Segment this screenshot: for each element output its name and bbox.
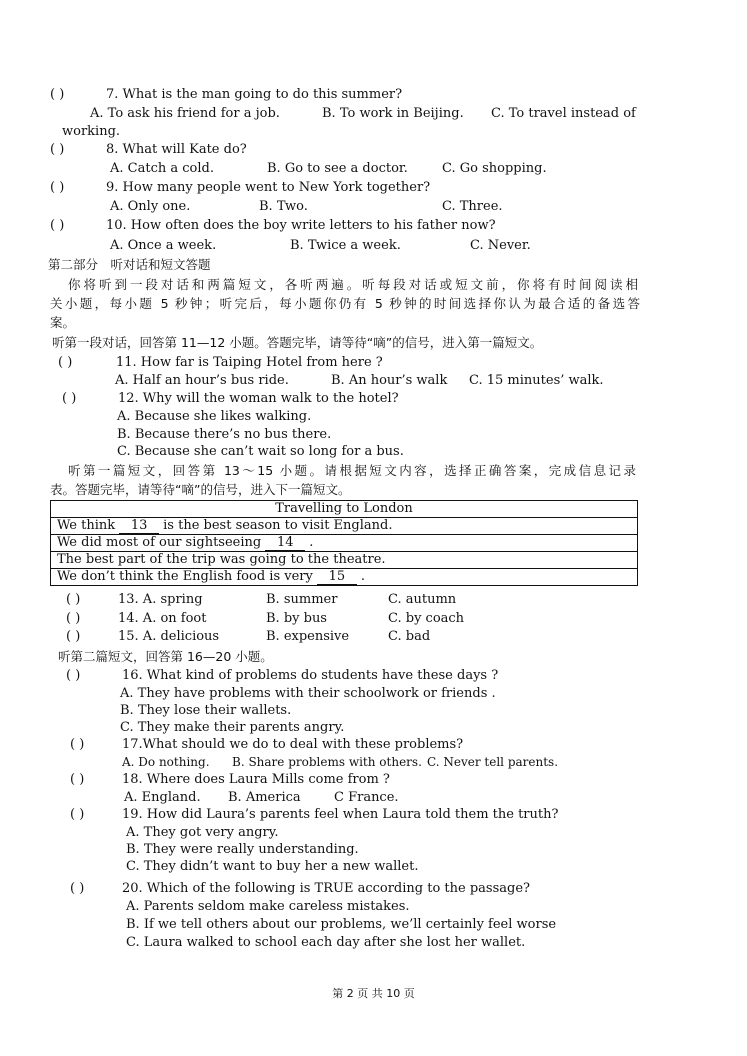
question-stem: 17.What should we do to deal with these problems? (122, 737, 464, 752)
answer-paren[interactable]: ( ) (50, 142, 65, 157)
option-c: C. Because she can’t wait so long for a bus. (117, 444, 404, 459)
option-c: C. They didn’t want to buy her a new wallet. (126, 859, 419, 874)
passage1-instructions-line-1: 听第一篇短文，回答第 13～15 小题。请根据短文内容，选择正确答案，完成信息记录 (68, 463, 636, 478)
option-b: B. Share problems with others. (232, 755, 422, 769)
answer-paren[interactable]: ( ) (70, 737, 85, 752)
option-b: B. expensive (266, 629, 350, 644)
option-a: A. Catch a cold. (110, 161, 214, 176)
answer-paren[interactable]: ( ) (70, 881, 85, 896)
option-a: A. To ask his friend for a job. (90, 106, 280, 121)
option-c: C. Never tell parents. (427, 755, 559, 769)
option-a: A. Only one. (110, 199, 191, 214)
option-b: B. by bus (266, 611, 327, 626)
table-title: Travelling to London (51, 501, 638, 518)
answer-paren[interactable]: ( ) (50, 180, 65, 195)
blank-14[interactable]: 14 (265, 536, 305, 551)
question-9 (50, 179, 430, 197)
option-a: A. Half an hour’s bus ride. (115, 373, 289, 388)
question-12 (62, 390, 399, 408)
option-b: B. They lose their wallets. (120, 703, 292, 718)
passage2-instructions: 听第二篇短文，回答第 16—20 小题。 (58, 649, 273, 664)
question-16 (66, 667, 498, 685)
table-row: We think 13 is the best season to visit England. (51, 518, 638, 535)
question-stem: 19. How did Laura’s parents feel when Laura told them the truth? (122, 807, 559, 822)
option-c: C. To travel instead of (491, 106, 636, 121)
question-stem: 12. Why will the woman walk to the hotel? (118, 391, 399, 406)
question-20 (70, 880, 530, 898)
answer-paren[interactable]: ( ) (50, 87, 65, 102)
instructions-line-2: 关小题，每小题 5 秒钟；听完后，每小题你仍有 5 秒钟的时间选择你认为最合适的备选答 (50, 296, 640, 311)
table-row: We don’t think the English food is very 15 . (51, 569, 638, 586)
option-b: B. Go to see a doctor. (267, 161, 408, 176)
question-stem: 11. How far is Taiping Hotel from here ? (116, 355, 383, 370)
question-11 (58, 354, 383, 372)
option-c: C. bad (388, 629, 431, 644)
option-c: C. Go shopping. (442, 161, 547, 176)
question-stem: 8. What will Kate do? (106, 142, 247, 157)
option-a: A. Because she likes walking. (117, 409, 312, 424)
question-8 (50, 141, 247, 159)
option-a: A. Do nothing. (122, 755, 210, 769)
question-stem: 20. Which of the following is TRUE according to the passage? (122, 881, 530, 896)
option-a: 14. A. on foot (118, 611, 207, 626)
option-a: A. Once a week. (110, 238, 217, 253)
option-a: A. Parents seldom make careless mistakes. (126, 899, 410, 914)
instructions-line-3: 案。 (50, 315, 76, 330)
option-c: C. by coach (388, 611, 465, 626)
question-stem: 16. What kind of problems do students have these days ? (122, 668, 499, 683)
option-continuation: working. (62, 124, 121, 139)
answer-paren[interactable]: ( ) (50, 218, 65, 233)
info-record-table (50, 500, 638, 586)
option-b: B. America (228, 790, 301, 805)
option-a: 15. A. delicious (118, 629, 220, 644)
question-stem: 18. Where does Laura Mills come from ? (122, 772, 390, 787)
answer-paren[interactable]: ( ) (62, 391, 77, 406)
option-b: B. Two. (259, 199, 308, 214)
question-stem: 10. How often does the boy write letters to his father now? (106, 218, 496, 233)
option-b: B. Because there’s no bus there. (117, 427, 332, 442)
answer-paren[interactable]: ( ) (66, 668, 81, 683)
option-c: C. Three. (442, 199, 503, 214)
answer-paren[interactable]: ( ) (66, 611, 81, 626)
answer-paren[interactable]: ( ) (66, 592, 81, 607)
question-19 (70, 806, 558, 824)
option-c: C. 15 minutes’ walk. (469, 373, 604, 388)
option-b: B. Twice a week. (290, 238, 401, 253)
question-stem: 9. How many people went to New York together? (106, 180, 431, 195)
question-7 (50, 86, 402, 104)
question-stem: 7. What is the man going to do this summer? (106, 87, 403, 102)
question-18 (70, 771, 390, 789)
table-row: The best part of the trip was going to the theatre. (51, 552, 638, 569)
option-b: B. To work in Beijing. (322, 106, 464, 121)
question-10 (50, 217, 496, 235)
option-b: B. If we tell others about our problems, we’ll certainly feel worse (126, 917, 557, 932)
section-heading: 第二部分 听对话和短文答题 (48, 257, 211, 272)
option-c: C. autumn (388, 592, 457, 607)
question-17 (70, 736, 463, 754)
option-c: C. They make their parents angry. (120, 720, 345, 735)
instructions-line-1: 你将听到一段对话和两篇短文，各听两遍。听每段对话或短文前，你将有时间阅读相 (68, 277, 638, 292)
page-number: 第 2 页 共 10 页 (332, 987, 415, 1000)
option-a: A. England. (124, 790, 201, 805)
option-b: B. summer (266, 592, 338, 607)
option-c: C France. (334, 790, 399, 805)
dialogue-instructions: 听第一段对话，回答第 11—12 小题。答题完毕，请等待“嘀”的信号，进入第一篇短文。 (52, 335, 543, 350)
option-a: 13. A. spring (118, 592, 203, 607)
option-b: B. They were really understanding. (126, 842, 359, 857)
blank-13[interactable]: 13 (119, 519, 159, 534)
option-a: A. They got very angry. (126, 825, 279, 840)
passage1-instructions-line-2: 表。答题完毕，请等待“嘀”的信号，进入下一篇短文。 (50, 482, 351, 497)
answer-paren[interactable]: ( ) (70, 772, 85, 787)
option-a: A. They have problems with their schoolwork or friends . (120, 686, 496, 701)
answer-paren[interactable]: ( ) (58, 355, 73, 370)
table-row: We did most of our sightseeing 14 . (51, 535, 638, 552)
answer-paren[interactable]: ( ) (70, 807, 85, 822)
option-c: C. Never. (470, 238, 531, 253)
option-c: C. Laura walked to school each day after she lost her wallet. (126, 935, 526, 950)
answer-paren[interactable]: ( ) (66, 629, 81, 644)
blank-15[interactable]: 15 (317, 570, 357, 585)
option-b: B. An hour’s walk (331, 373, 448, 388)
